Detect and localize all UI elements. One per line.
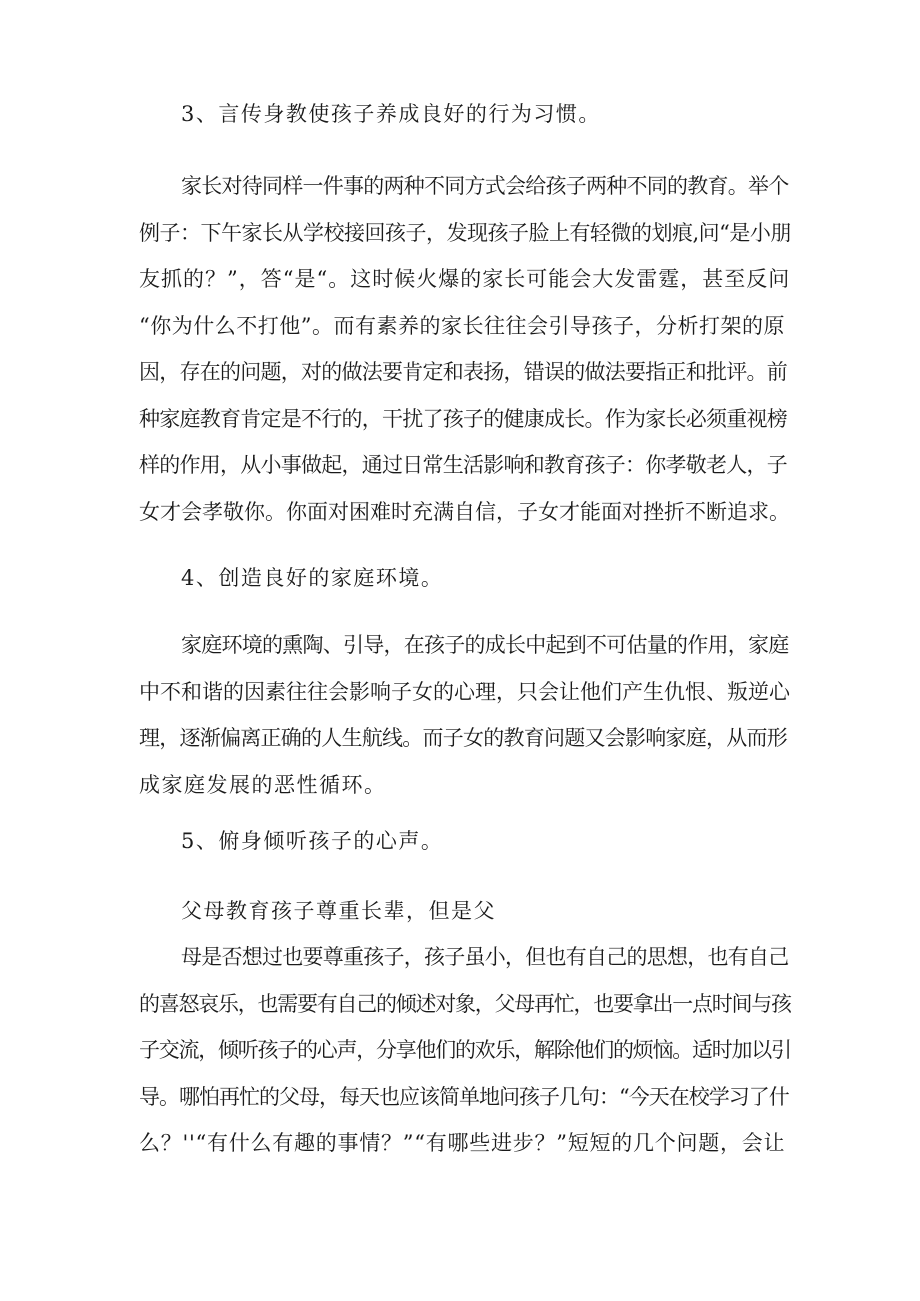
heading-item-3: 3、言传身教使孩子养成良好的行为习惯。 — [181, 102, 601, 126]
paragraph-line: 中不和谐的因素往往会影响子女的心理，只会让他们产生仇恨、叛逆心 — [139, 680, 790, 704]
paragraph-line: 友抓的？”，答“是“。这时候火爆的家长可能会大发雷霆，甚至反问 — [139, 267, 791, 291]
paragraph-line: 种家庭教育肯定是不行的，干扰了孩子的健康成长。作为家长必须重视榜 — [139, 407, 787, 431]
paragraph-line: 理，逐渐偏离正确的人生航线。而子女的教育问题又会影响家庭，从而形 — [139, 726, 787, 750]
paragraph-line: 家庭环境的熏陶、引导，在孩子的成长中起到不可估量的作用，家庭 — [181, 633, 789, 657]
paragraph-line: 么？''“有什么有趣的事情？”“有哪些进步？”短短的几个问题，会让 — [139, 1131, 786, 1155]
paragraph-line: 样的作用，从小事做起，通过日常生活影响和教育孩子：你孝敬老人，子 — [139, 453, 787, 477]
paragraph-line: 父母教育孩子尊重长辈，但是父 — [181, 899, 496, 923]
paragraph-line: 子交流，倾听孩子的心声，分享他们的欢乐，解除他们的烦恼。适时加以引 — [139, 1038, 791, 1062]
paragraph-line: 女才会孝敬你。你面对困难时充满自信，子女才能面对挫折不断追求。 — [139, 500, 790, 524]
paragraph-line: 导。哪怕再忙的父母，每天也应该简单地问孩子几句：“今天在校学习了什 — [139, 1085, 789, 1109]
paragraph-line: 因，存在的问题，对的做法要肯定和表扬，错误的做法要指正和批评。前 — [139, 360, 787, 384]
paragraph-line: 成家庭发展的恶性循环。 — [139, 773, 387, 797]
paragraph-line: “你为什么不打他”。而有素养的家长往往会引导孩子，分析打架的原 — [139, 314, 785, 338]
paragraph-line: 例子：下午家长从学校接回孩子，发现孩子脸上有轻微的划痕,问“是小朋 — [139, 221, 791, 245]
paragraph-line: 的喜怒哀乐，也需要有自己的倾述对象，父母再忙，也要拿出一点时间与孩 — [139, 992, 791, 1016]
paragraph-line: 家长对待同样一件事的两种不同方式会给孩子两种不同的教育。举个 — [181, 174, 789, 198]
heading-item-4: 4、创造良好的家庭环境。 — [181, 566, 444, 590]
heading-item-5: 5、俯身倾听孩子的心声。 — [181, 829, 444, 853]
paragraph-line: 母是否想过也要尊重孩子，孩子虽小，但也有自己的思想，也有自己 — [181, 945, 789, 969]
